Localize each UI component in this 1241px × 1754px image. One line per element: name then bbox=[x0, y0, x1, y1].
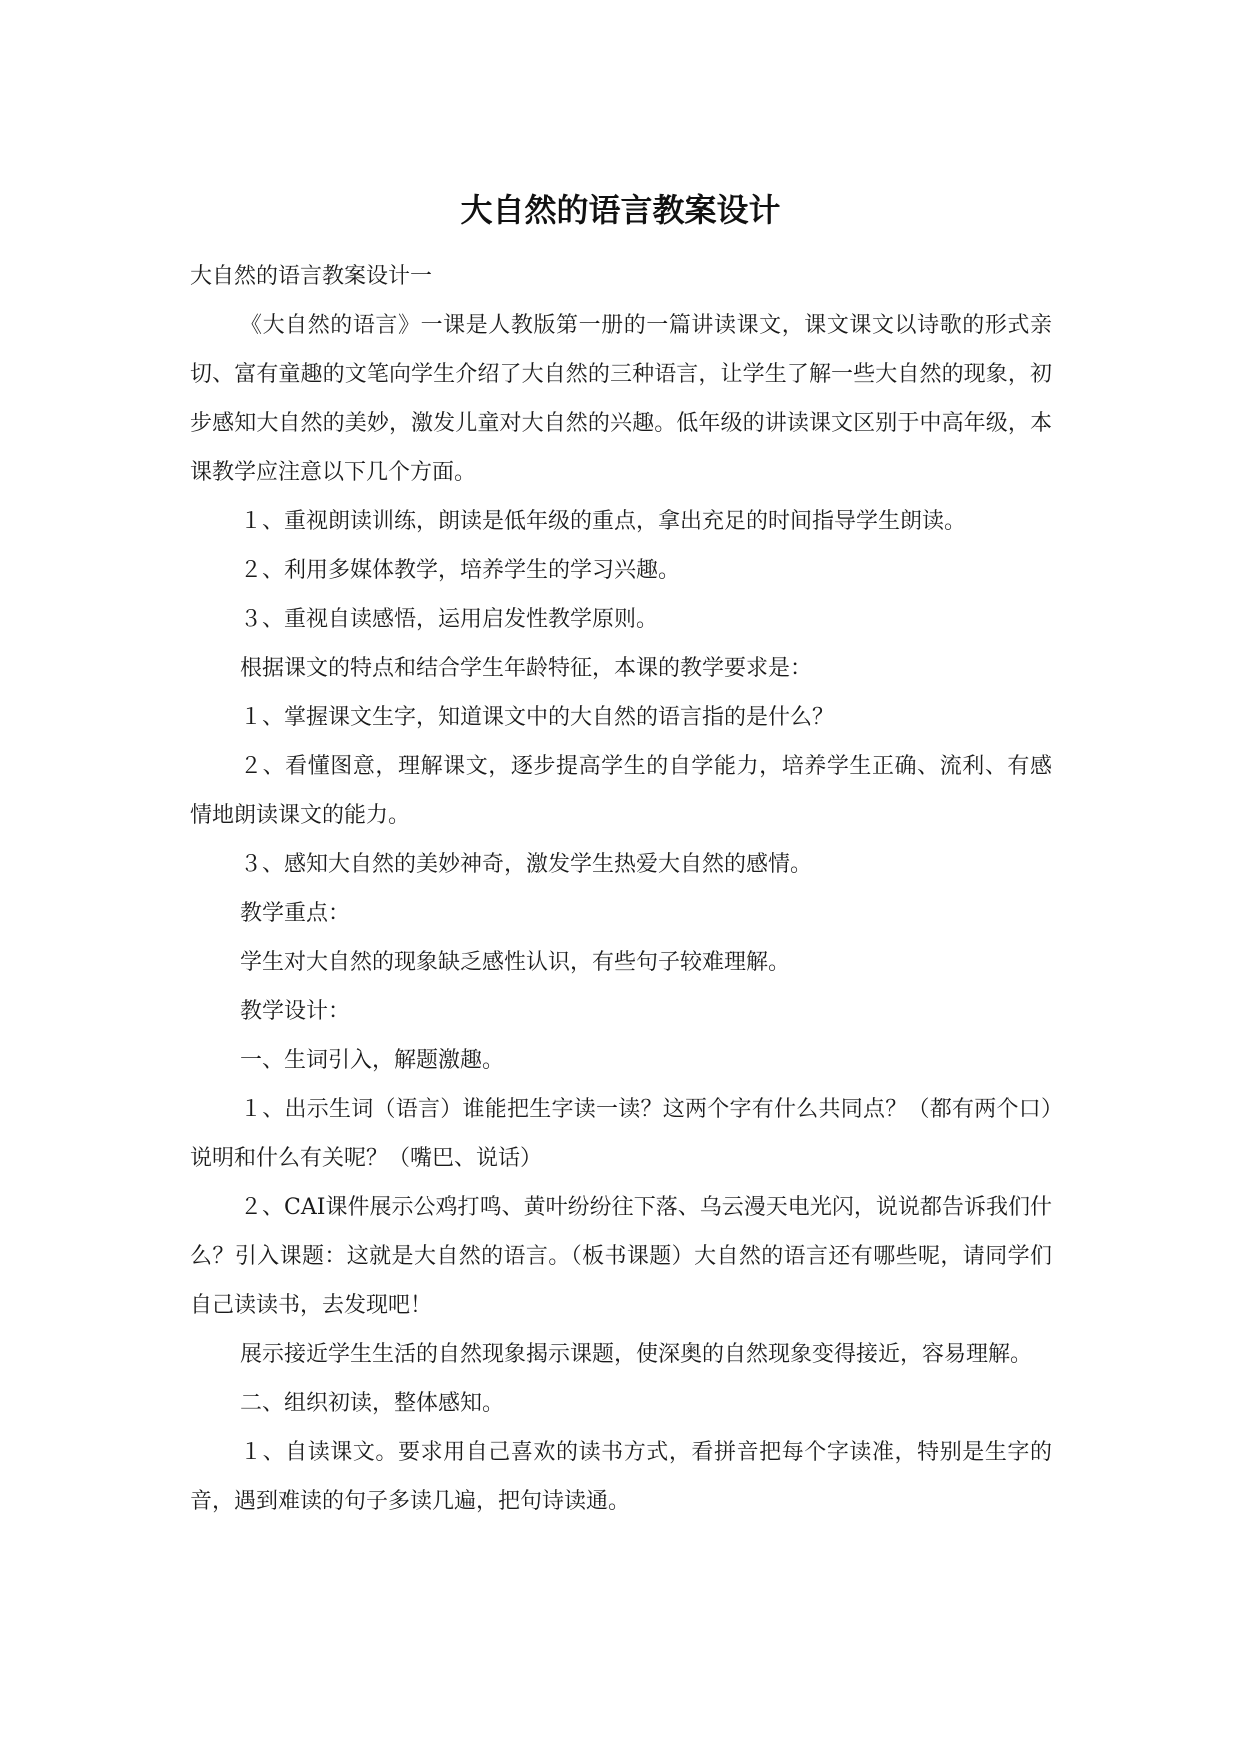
paragraph: ２、CAI课件展示公鸡打鸣、黄叶纷纷往下落、乌云漫天电光闪，说说都告诉我们什么？引入课题：这就是大自然的语言。（板书课题）大自然的语言还有哪些呢，请同学们自己读读书，去发现吧！ bbox=[190, 1195, 1052, 1318]
paragraph: ３、感知大自然的美妙神奇，激发学生热爱大自然的感情。 bbox=[240, 852, 813, 877]
paragraph: 教学设计： bbox=[240, 999, 351, 1024]
paragraph: １、出示生词（语言）谁能把生字读一读？这两个字有什么共同点？（都有两个口）说明和什么有关呢？（嘴巴、说话） bbox=[190, 1097, 1052, 1171]
paragraph: 展示接近学生生活的自然现象揭示课题，使深奥的自然现象变得接近，容易理解。 bbox=[240, 1342, 1033, 1367]
paragraph: 学生对大自然的现象缺乏感性认识，有些句子较难理解。 bbox=[240, 950, 791, 975]
paragraph: ２、利用多媒体教学，培养学生的学习兴趣。 bbox=[240, 558, 681, 583]
paragraph: 《大自然的语言》一课是人教版第一册的一篇讲读课文，课文课文以诗歌的形式亲切、富有童趣的文笔向学生介绍了大自然的三种语言，让学生了解一些大自然的现象，初步感知大自然的美妙，激发儿童对大自然的兴趣。低年级的讲读课文区别于中高年级，本课教学应注意以下几个方面。 bbox=[190, 313, 1052, 485]
document-body bbox=[190, 252, 1052, 1526]
paragraph: 二、组织初读，整体感知。 bbox=[240, 1391, 505, 1416]
paragraph: 教学重点： bbox=[240, 901, 351, 926]
paragraph: ３、重视自读感悟，运用启发性教学原则。 bbox=[240, 607, 659, 632]
paragraph: 根据课文的特点和结合学生年龄特征，本课的教学要求是： bbox=[240, 656, 813, 681]
paragraph: 一、生词引入，解题激趣。 bbox=[240, 1048, 505, 1073]
paragraph: 大自然的语言教案设计一 bbox=[190, 264, 433, 289]
paragraph: ２、看懂图意，理解课文，逐步提高学生的自学能力，培养学生正确、流利、有感情地朗读课文的能力。 bbox=[190, 754, 1052, 828]
paragraph: １、掌握课文生字，知道课文中的大自然的语言指的是什么？ bbox=[240, 705, 835, 730]
paragraph: １、重视朗读训练，朗读是低年级的重点，拿出充足的时间指导学生朗读。 bbox=[240, 509, 967, 534]
paragraph: １、自读课文。要求用自己喜欢的读书方式，看拼音把每个字读准，特别是生字的音，遇到难读的句子多读几遍，把句诗读通。 bbox=[190, 1440, 1052, 1514]
document-title: 大自然的语言教案设计 bbox=[460, 191, 781, 229]
